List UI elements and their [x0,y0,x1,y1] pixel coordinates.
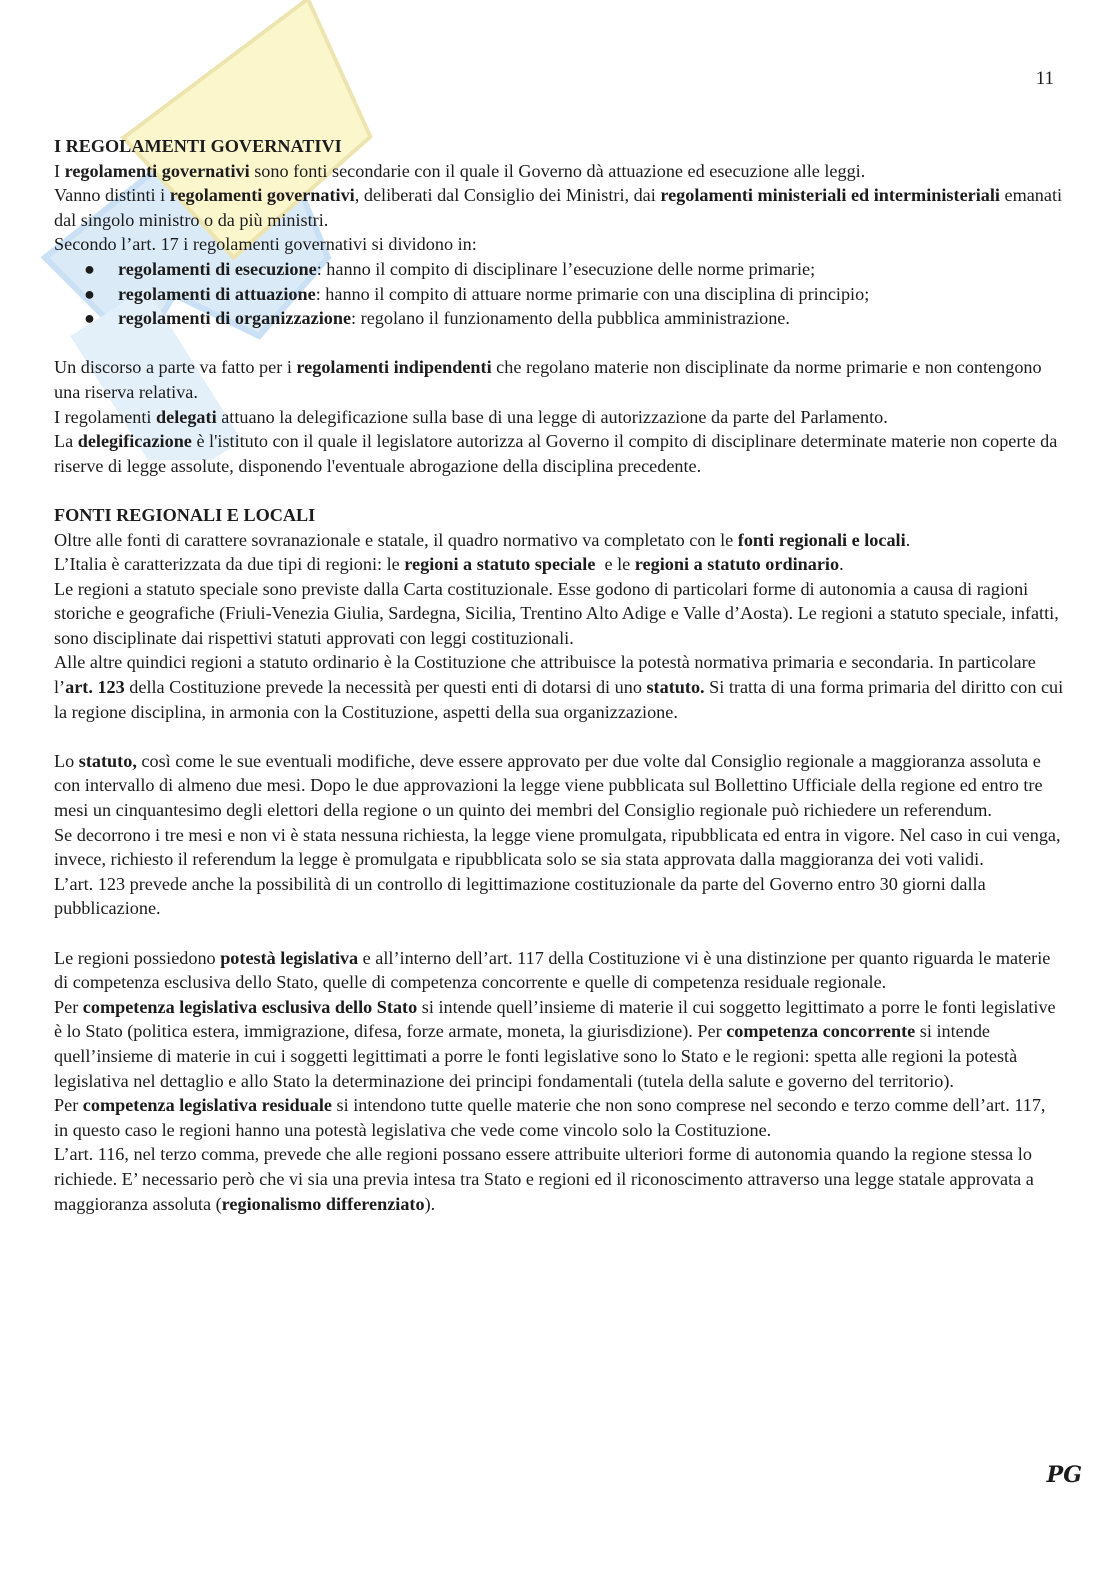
document-body [54,134,1064,1216]
page-number: 11 [1035,68,1054,89]
section-heading-regolamenti: I REGOLAMENTI GOVERNATIVI [54,136,342,156]
list-item: ● regolamenti di organizzazione: regolano il funzionamento della pubblica amministrazione. [84,306,1064,331]
paragraph: Le regioni a statuto speciale sono previste dalla Carta costituzionale. Esse godono di particolari forme di autonomia a causa di ragioni storiche e geografiche (Friuli-Venezia Giulia, Sardegna, Sicilia, Trentino Alto Adige e Valle d’Aosta). Le regioni a statuto speciale, infatti, sono disciplinate dai rispettivi statuti approvati con leggi costituzionali. [54,578,1059,648]
bullet-icon: ● [84,258,95,279]
paragraph: Alle altre quindici regioni a statuto ordinario è la Costituzione che attribuisce la potestà normativa primaria e secondaria. In particolare l’art. 123 della Costituzione prevede la necessità per questi enti di dotarsi di uno statuto. Si tratta di una forma primaria del diritto con cui la regione disciplina, in armonia con la Costituzione, aspetti della sua organizzazione. [54,652,1064,722]
list-item: ● regolamenti di esecuzione: hanno il compito di disciplinare l’esecuzione delle norme primarie; [84,257,1064,282]
paragraph: Le regioni possiedono potestà legislativa e all’interno dell’art. 117 della Costituzione vi è una distinzione per quanto riguarda le materie di competenza esclusiva dello Stato, quelle di competenza concorrente e quelle di competenza residuale regionale. [54,947,1051,993]
paragraph: Oltre alle fonti di carattere sovranazionale e statale, il quadro normativo va completato con le fonti regionali e locali. [54,529,911,550]
paragraph: Secondo l’art. 17 i regolamenti governativi si dividono in: [54,234,477,255]
paragraph: La delegificazione è l'istituto con il quale il legislatore autorizza al Governo il compito di disciplinare determinate materie non coperte da riserve di legge assolute, disponendo l'eventuale abrogazione della disciplina precedente. [54,431,1058,476]
paragraph: L’art. 123 prevede anche la possibilità di un controllo di legittimazione costituzionale da parte del Governo entro 30 giorni dalla pubblicazione. [54,873,986,919]
footer-initials: PG [1046,1462,1082,1488]
list-item: ● regolamenti di attuazione: hanno il compito di attuare norme primarie con una disciplina di principio; [84,282,1064,307]
bullet-icon: ● [84,308,95,329]
bullet-list [54,257,1064,331]
paragraph: Se decorrono i tre mesi e non vi è stata nessuna richiesta, la legge viene promulgata, ripubblicata ed entra in vigore. Nel caso in cui venga, invece, richiesto il referendum la legge è promulgata e ripubblicata solo se sia stata approvata dalla maggioranza dei voti validi. [54,824,1061,870]
paragraph: Vanno distinti i regolamenti governativi, deliberati dal Consiglio dei Ministri, dai regolamenti ministeriali ed interministeriali emanati dal singolo ministro o da più ministri. [54,185,1063,230]
paragraph: Lo statuto, così come le sue eventuali modifiche, deve essere approvato per due volte dal Consiglio regionale a maggioranza assoluta e con intervallo di almeno due mesi. Dopo le due approvazioni la legge viene pubblicata sul Bollettino Ufficiale della regione ed entro tre mesi un cinquantesimo degli elettori della regione o un quinto dei membri del Consiglio regionale può richiedere un referendum. [54,750,1043,821]
paragraph: I regolamenti delegati attuano la delegificazione sulla base di una legge di autorizzazione da parte del Parlamento. [54,406,888,427]
paragraph: Per competenza legislativa esclusiva dello Stato si intende quell’insieme di materie il cui soggetto legittimato a porre le fonti legislative è lo Stato (politica estera, immigrazione, difesa, forze armate, moneta, la giurisdizione). Per competenza concorrente si intende quell’insieme di materie in cui i soggetti legittimati a porre le fonti legislative sono lo Stato e le regioni: spetta alle regioni la potestà legislativa nel dettaglio e allo Stato la determinazione dei principi fondamentali (tutela della salute e governo del territorio). [54,996,1056,1091]
section-heading-fonti: FONTI REGIONALI E LOCALI [54,504,316,525]
paragraph: Per competenza legislativa residuale si intendono tutte quelle materie che non sono comprese nel secondo e terzo comme dell’art. 117, in questo caso le regioni hanno una potestà legislativa che vede come vincolo solo la Costituzione. [54,1095,1046,1140]
paragraph: L’art. 116, nel terzo comma, prevede che alle regioni possano essere attribuite ulteriori forme di autonomia quando la regione stessa lo richiede. E’ necessario però che vi sia una previa intesa tra Stato e regioni ed il riconoscimento attraverso una legge statale approvata a maggioranza assoluta (regionalismo differenziato). [54,1144,1034,1214]
paragraph: L’Italia è caratterizzata da due tipi di regioni: le regioni a statuto speciale e le regioni a statuto ordinario. [54,554,844,575]
bullet-icon: ● [84,283,95,304]
paragraph: I regolamenti governativi sono fonti secondarie con il quale il Governo dà attuazione ed esecuzione alle leggi. [54,160,866,181]
paragraph: Un discorso a parte va fatto per i regolamenti indipendenti che regolano materie non disciplinate da norme primarie e non contengono una riserva relativa. [54,357,1042,402]
